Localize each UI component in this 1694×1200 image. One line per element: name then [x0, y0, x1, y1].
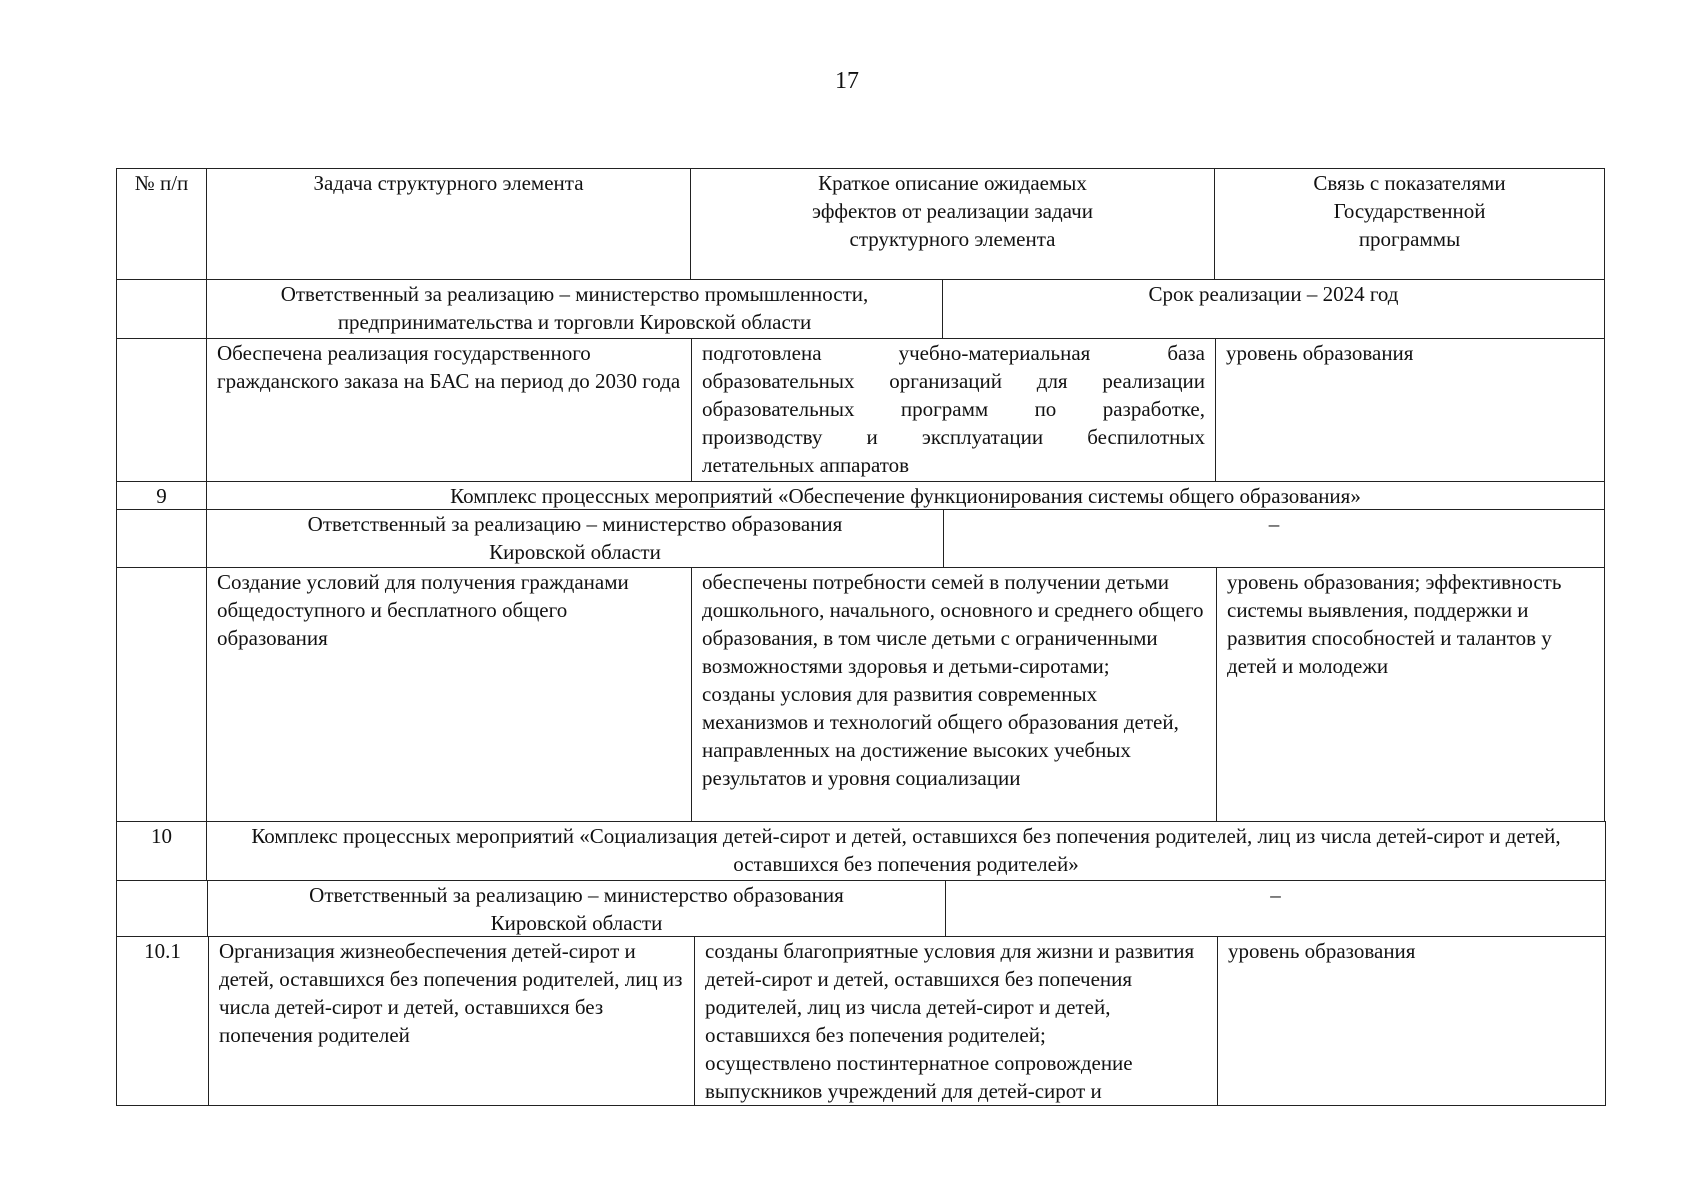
- page-number: 17: [835, 68, 859, 94]
- task-cell: Обеспечена реализация государственного гражданского заказа на БАС на период до 2030 года: [206, 338, 692, 482]
- section-num: 9: [116, 481, 207, 510]
- effects-cell: подготовлена учебно-материальная база образовательных организаций для реализации образовательных программ по разработке, производству и эксплуатации беспилотных летательных аппаратов: [691, 338, 1216, 482]
- header-effects: Краткое описание ожидаемых эффектов от реализации задачи структурного элемента: [690, 168, 1215, 280]
- link-cell: уровень образования: [1217, 936, 1606, 1106]
- effects-text: созданы благоприятные условия для жизни и развития детей-сирот и детей, оставшихся без попечения родителей, лиц из числа детей-сирот и детей, оставшихся без попечения родителей;: [705, 939, 1195, 1047]
- row-num-empty: [116, 279, 207, 339]
- section-num: 10: [116, 821, 207, 881]
- section-title: Комплекс процессных мероприятий «Обеспечение функционирования системы общего образования»: [206, 481, 1605, 510]
- effects-text: осуществлено постинтернатное сопровождение выпускников учреждений для детей-сирот и: [705, 1051, 1133, 1103]
- effects-cell: [691, 567, 1217, 822]
- row-num: 10.1: [116, 936, 209, 1106]
- link-cell: уровень образования; эффективность системы выявления, поддержки и развития способностей и талантов у детей и молодежи: [1216, 567, 1605, 822]
- header-task: Задача структурного элемента: [206, 168, 691, 280]
- row-num-empty: [116, 338, 207, 482]
- header-num: № п/п: [116, 168, 207, 280]
- term-cell: Срок реализации – 2024 год: [942, 279, 1605, 339]
- responsible-cell: Ответственный за реализацию – министерство образования Кировской области: [206, 509, 944, 568]
- term-cell: –: [943, 509, 1605, 568]
- section-title: Комплекс процессных мероприятий «Социализация детей-сирот и детей, оставшихся без попечения родителей, лиц из числа детей-сирот и детей, оставшихся без попечения родителей»: [206, 821, 1606, 881]
- row-num-empty: [116, 509, 207, 568]
- row-num-empty: [116, 880, 208, 937]
- effects-cell: [694, 936, 1218, 1106]
- task-cell: Создание условий для получения гражданами общедоступного и бесплатного общего образования: [206, 567, 692, 822]
- responsible-cell: Ответственный за реализацию – министерство промышленности, предпринимательства и торговли Кировской области: [206, 279, 943, 339]
- effects-text: созданы условия для развития современных механизмов и технологий общего образования детей, направленных на достижение высоких учебных результатов и уровня социализации: [702, 682, 1179, 790]
- row-num-empty: [116, 567, 207, 822]
- task-cell: Организация жизнеобеспечения детей-сирот и детей, оставшихся без попечения родителей, лиц из числа детей-сирот и детей, оставшихся без попечения родителей: [208, 936, 695, 1106]
- header-link: Связь с показателями Государственной программы: [1214, 168, 1605, 280]
- responsible-cell: Ответственный за реализацию – министерство образования Кировской области: [207, 880, 946, 937]
- link-cell: уровень образования: [1215, 338, 1605, 482]
- term-cell: –: [945, 880, 1606, 937]
- effects-text: обеспечены потребности семей в получении детьми дошкольного, начального, основного и среднего общего образования, в том числе детьми с ограниченными возможностями здоровья и детьми-сиротами;: [702, 570, 1204, 678]
